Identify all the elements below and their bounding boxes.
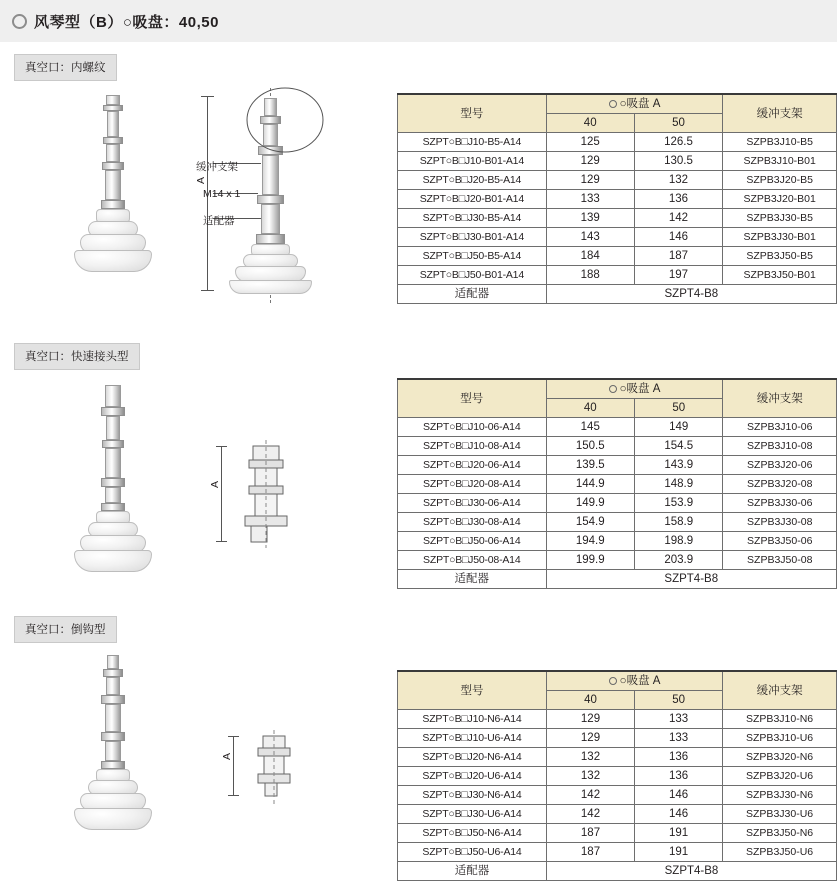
drawing-label-bracket-1: 缓冲支架 (196, 161, 238, 173)
footer-value-1: SZPT4-B8 (546, 285, 836, 304)
th-size-50-3: 50 (635, 691, 723, 710)
table-footer-row (398, 862, 837, 881)
spec-table-3 (397, 670, 837, 881)
th-size-40-3: 40 (546, 691, 634, 710)
th-size-40-2: 40 (546, 399, 634, 418)
detail-callout-circle (225, 80, 345, 160)
drawing-outline-2 (239, 440, 325, 548)
table-row: SZPT○B□J50-N6-A14 187 191 SZPB3J50-N6 (398, 824, 837, 843)
th-size-50-2: 50 (635, 399, 723, 418)
table-row: SZPT○B□J50-U6-A14 187 191 SZPB3J50-U6 (398, 843, 837, 862)
table-row: SZPT○B□J50-B01-A14 188 197 SZPB3J50-B01 (398, 266, 837, 285)
product-photo-1 (60, 95, 170, 295)
table-row: SZPT○B□J20-06-A14 139.5 143.9 SZPB3J20-06 (398, 456, 837, 475)
footer-label-1: 适配器 (398, 285, 547, 304)
th-model-2: 型号 (398, 379, 547, 418)
table-row: SZPT○B□J30-06-A14 149.9 153.9 SZPB3J30-06 (398, 494, 837, 513)
table-row: SZPT○B□J30-N6-A14 142 146 SZPB3J30-N6 (398, 786, 837, 805)
spec-table-2 (397, 378, 837, 589)
technical-drawing-2 (209, 440, 325, 550)
th-bracket-1: 缓冲支架 (723, 94, 837, 133)
table-row: SZPT○B□J20-B01-A14 133 136 SZPB3J20-B01 (398, 190, 837, 209)
spec-table-1 (397, 93, 837, 304)
table-row: SZPT○B□J20-B5-A14 129 132 SZPB3J20-B5 (398, 171, 837, 190)
footer-value-3: SZPT4-B8 (546, 862, 836, 881)
th-size-40-1: 40 (546, 114, 634, 133)
footer-label-3: 适配器 (398, 862, 547, 881)
table-row: SZPT○B□J10-B01-A14 129 130.5 SZPB3J10-B01 (398, 152, 837, 171)
table-row: SZPT○B□J50-06-A14 194.9 198.9 SZPB3J50-06 (398, 532, 837, 551)
drawing-outline-3 (249, 730, 321, 805)
th-bracket-2: 缓冲支架 (723, 379, 837, 418)
table-row: SZPT○B□J20-U6-A14 132 136 SZPB3J20-U6 (398, 767, 837, 786)
product-photo-3 (60, 655, 170, 835)
dimension-label-A-3: A (221, 752, 233, 760)
table-footer-row (398, 285, 837, 304)
th-pad-group-2: ○吸盘 A (546, 379, 723, 399)
table-row: SZPT○B□J10-B5-A14 125 126.5 SZPB3J10-B5 (398, 133, 837, 152)
th-size-50-1: 50 (634, 114, 723, 133)
table-row: SZPT○B□J20-08-A14 144.9 148.9 SZPB3J20-08 (398, 475, 837, 494)
section-tag-1: 真空口：内螺纹 (14, 54, 117, 81)
table-row: SZPT○B□J30-08-A14 154.9 158.9 SZPB3J30-08 (398, 513, 837, 532)
th-model-1: 型号 (398, 94, 547, 133)
table-row: SZPT○B□J10-U6-A14 129 133 SZPB3J10-U6 (398, 729, 837, 748)
table-row: SZPT○B□J20-N6-A14 132 136 SZPB3J20-N6 (398, 748, 837, 767)
table-row: SZPT○B□J50-B5-A14 184 187 SZPB3J50-B5 (398, 247, 837, 266)
table-row: SZPT○B□J30-U6-A14 142 146 SZPB3J30-U6 (398, 805, 837, 824)
th-pad-group-3: ○吸盘 A (546, 671, 722, 691)
section-tag-2: 真空口：快速接头型 (14, 343, 140, 370)
table-row: SZPT○B□J10-N6-A14 129 133 SZPB3J10-N6 (398, 710, 837, 729)
drawing-label-adapter-1: 适配器 (203, 215, 235, 227)
page-title: 风琴型（B）○吸盘：40,50 (34, 13, 219, 31)
section-tag-3: 真空口：倒钩型 (14, 616, 117, 643)
table-row: SZPT○B□J10-06-A14 145 149 SZPB3J10-06 (398, 418, 837, 437)
circle-outline-icon (609, 100, 617, 108)
spec-table-1-body (398, 133, 837, 304)
table-row: SZPT○B□J50-08-A14 199.9 203.9 SZPB3J50-08 (398, 551, 837, 570)
spec-table-2-body (398, 418, 837, 589)
th-model-3: 型号 (398, 671, 547, 710)
drawing-label-thread-1: M14 x 1 (203, 188, 241, 200)
table-footer-row (398, 570, 837, 589)
circle-outline-icon (12, 14, 27, 29)
dimension-label-A: A (195, 176, 207, 184)
page-header (0, 0, 837, 42)
th-pad-group-1: ○吸盘 A (546, 94, 723, 114)
circle-outline-icon (609, 677, 617, 685)
dimension-label-A-2: A (209, 480, 221, 488)
table-row: SZPT○B□J10-08-A14 150.5 154.5 SZPB3J10-08 (398, 437, 837, 456)
footer-label-2: 适配器 (398, 570, 547, 589)
spec-table-3-body (398, 710, 837, 881)
technical-drawing-3 (221, 730, 325, 805)
footer-value-2: SZPT4-B8 (546, 570, 836, 589)
table-row: SZPT○B□J30-B5-A14 139 142 SZPB3J30-B5 (398, 209, 837, 228)
circle-outline-icon (609, 385, 617, 393)
product-photo-2 (60, 385, 170, 580)
table-row: SZPT○B□J30-B01-A14 143 146 SZPB3J30-B01 (398, 228, 837, 247)
th-bracket-3: 缓冲支架 (723, 671, 837, 710)
